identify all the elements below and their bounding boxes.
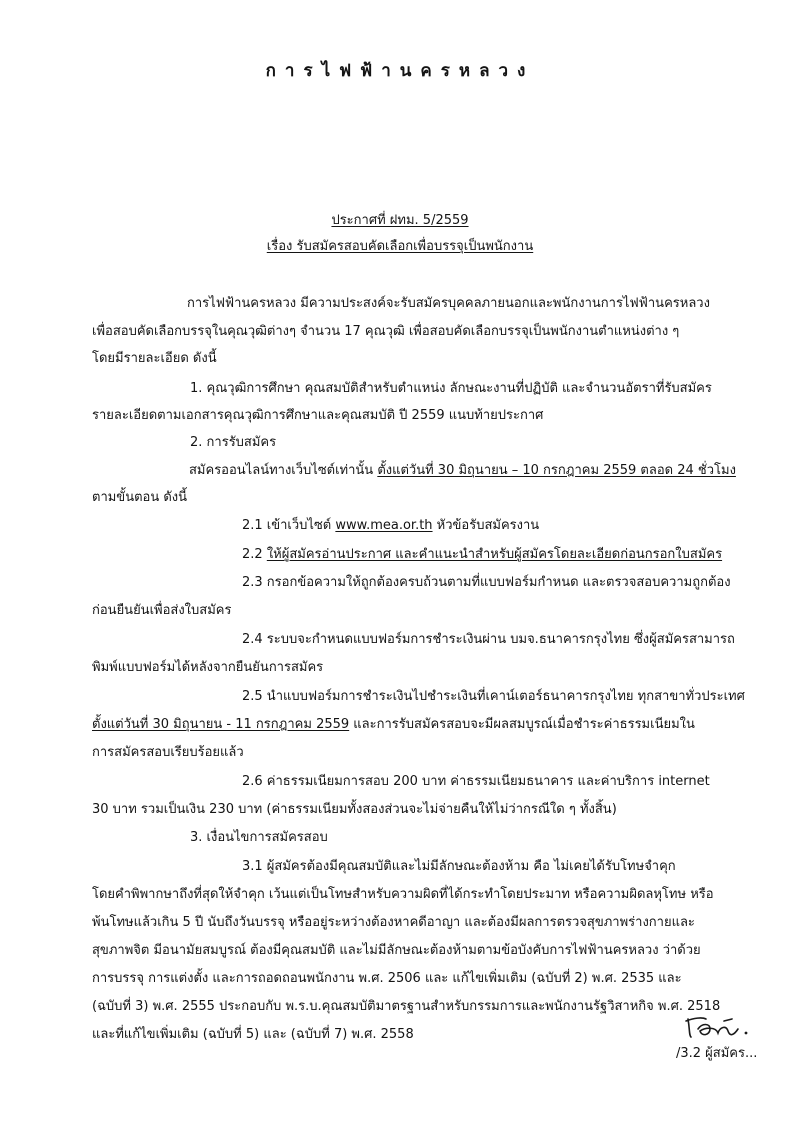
section-3-line-1: 3.1 ผู้สมัครต้องมีคุณสมบัติและไม่มีลักษณะต้องห้าม คือ ไม่เคยได้รับโทษจำคุก <box>242 859 676 874</box>
item-2-5-line-2-rest: และการรับสมัครสอบจะมีผลสมบูรณ์เมื่อชำระค่าธรรมเนียมใน <box>349 717 695 732</box>
intro-line-3: โดยมีรายละเอียด ดังนี้ <box>92 351 217 366</box>
section-1-line-2: รายละเอียดตามเอกสารคุณวุฒิการศึกษาและคุณสมบัติ ปี 2559 แนบท้ายประกาศ <box>92 408 544 423</box>
item-2-6-line-2: 30 บาท รวมเป็นเงิน 230 บาท (ค่าธรรมเนียมทั้งสองส่วนจะไม่จ่ายคืนให้ไม่ว่ากรณีใด ๆ ทั้งสิ้น) <box>92 802 617 817</box>
item-2-2-number: 2.2 <box>242 547 267 562</box>
announcement-number: ประกาศที่ ฝทม. 5/2559 <box>331 213 469 228</box>
section-3-line-4: สุขภาพจิต มีอนามัยสมบูรณ์ ต้องมีคุณสมบัติ และไม่มีลักษณะต้องห้ามตามข้อบังคับการไฟฟ้านครหลวง ว่าด้วย <box>92 943 701 958</box>
continuation-note: /3.2 ผู้สมัคร... <box>676 1046 758 1061</box>
organization-title: การไฟฟ้านครหลวง <box>265 61 535 81</box>
section-3-line-7: และที่แก้ไขเพิ่มเติม (ฉบับที่ 5) และ (ฉบับที่ 7) พ.ศ. 2558 <box>92 1027 414 1042</box>
section-2-title: 2. การรับสมัคร <box>190 435 277 450</box>
section-3-line-6: (ฉบับที่ 3) พ.ศ. 2555 ประกอบกับ พ.ร.บ.คุณสมบัติมาตรฐานสำหรับกรรมการและพนักงานรัฐวิสาหกิจ พ.ศ. 2518 <box>92 999 721 1014</box>
item-2-1 <box>242 517 539 535</box>
item-2-1-suffix: หัวข้อรับสมัครงาน <box>432 518 540 533</box>
section-3-line-3: พ้นโทษแล้วเกิน 5 ปี นับถึงวันบรรจุ หรืออยู่ระหว่างต้องหาคดีอาญา และต้องมีผลการตรวจสุขภาพร่างกายและ <box>92 915 695 930</box>
item-2-6-line-1: 2.6 ค่าธรรมเนียมการสอบ 200 บาท ค่าธรรมเนียมธนาคาร และค่าบริการ internet <box>242 774 710 789</box>
section-3-line-2: โดยคำพิพากษาถึงที่สุดให้จำคุก เว้นแต่เป็นโทษสำหรับความผิดที่ได้กระทำโดยประมาท หรือความผิดลหุโทษ หรือ <box>92 887 714 902</box>
section-3-title: 3. เงื่อนไขการสมัครสอบ <box>190 830 328 845</box>
item-2-2-text: ให้ผู้สมัครอ่านประกาศ และคำแนะนำสำหรับผู้สมัครโดยละเอียดก่อนกรอกใบสมัคร <box>266 547 723 562</box>
announcement-subject: เรื่อง รับสมัครสอบคัดเลือกเพื่อบรรจุเป็นพนักงาน <box>266 239 534 254</box>
payment-period-text: ตั้งแต่วันที่ 30 มิถุนายน - 11 กรกฎาคม 2559 <box>92 717 350 732</box>
item-2-4-line-2: พิมพ์แบบฟอร์มได้หลังจากยืนยันการสมัคร <box>92 660 324 675</box>
website-link[interactable]: www.mea.or.th <box>335 518 433 533</box>
item-2-4-line-1: 2.4 ระบบจะกำหนดแบบฟอร์มการชำระเงินผ่าน บมจ.ธนาคารกรุงไทย ซึ่งผู้สมัครสามารถ <box>242 632 735 647</box>
apply-period-text: ตั้งแต่วันที่ 30 มิถุนายน – 10 กรกฎาคม 2559 ตลอด 24 ชั่วโมง <box>377 463 736 478</box>
item-2-1-prefix: 2.1 เข้าเว็บไซต์ <box>242 518 336 533</box>
intro-line-1: การไฟฟ้านครหลวง มีความประสงค์จะรับสมัครบุคคลภายนอกและพนักงานการไฟฟ้านครหลวง <box>187 296 710 311</box>
intro-line-2: เพื่อสอบคัดเลือกบรรจุในคุณวุฒิต่างๆ จำนวน 17 คุณวุฒิ เพื่อสอบคัดเลือกบรรจุเป็นพนักงานตำแหน่งต่าง ๆ <box>92 324 680 339</box>
item-2-5-line-3: การสมัครสอบเรียบร้อยแล้ว <box>92 745 244 760</box>
item-2-5-line-1: 2.5 นำแบบฟอร์มการชำระเงินไปชำระเงินที่เคาน์เตอร์ธนาคารกรุงไทย ทุกสาขาทั่วประเทศ <box>242 689 745 704</box>
section-2-line-2: ตามขั้นตอน ดังนี้ <box>92 490 188 505</box>
section-3-line-5: การบรรจุ การแต่งตั้ง และการถอดถอนพนักงาน พ.ศ. 2506 และ แก้ไขเพิ่มเติม (ฉบับที่ 2) พ.ศ. 2535 และ <box>92 971 682 986</box>
section-2-line-1 <box>189 462 736 480</box>
section-1-line-1: 1. คุณวุฒิการศึกษา คุณสมบัติสำหรับตำแหน่ง ลักษณะงานที่ปฏิบัติ และจำนวนอัตราที่รับสมัคร <box>190 381 712 396</box>
item-2-2 <box>242 546 722 564</box>
handwritten-signature <box>684 1009 754 1043</box>
item-2-5-line-2 <box>92 716 695 734</box>
item-2-3-line-2: ก่อนยืนยันเพื่อส่งใบสมัคร <box>92 603 232 618</box>
item-2-3-line-1: 2.3 กรอกข้อความให้ถูกต้องครบถ้วนตามที่แบบฟอร์มกำหนด และตรวจสอบความถูกต้อง <box>242 575 731 590</box>
apply-online-text: สมัครออนไลน์ทางเว็บไซต์เท่านั้น <box>189 463 378 478</box>
